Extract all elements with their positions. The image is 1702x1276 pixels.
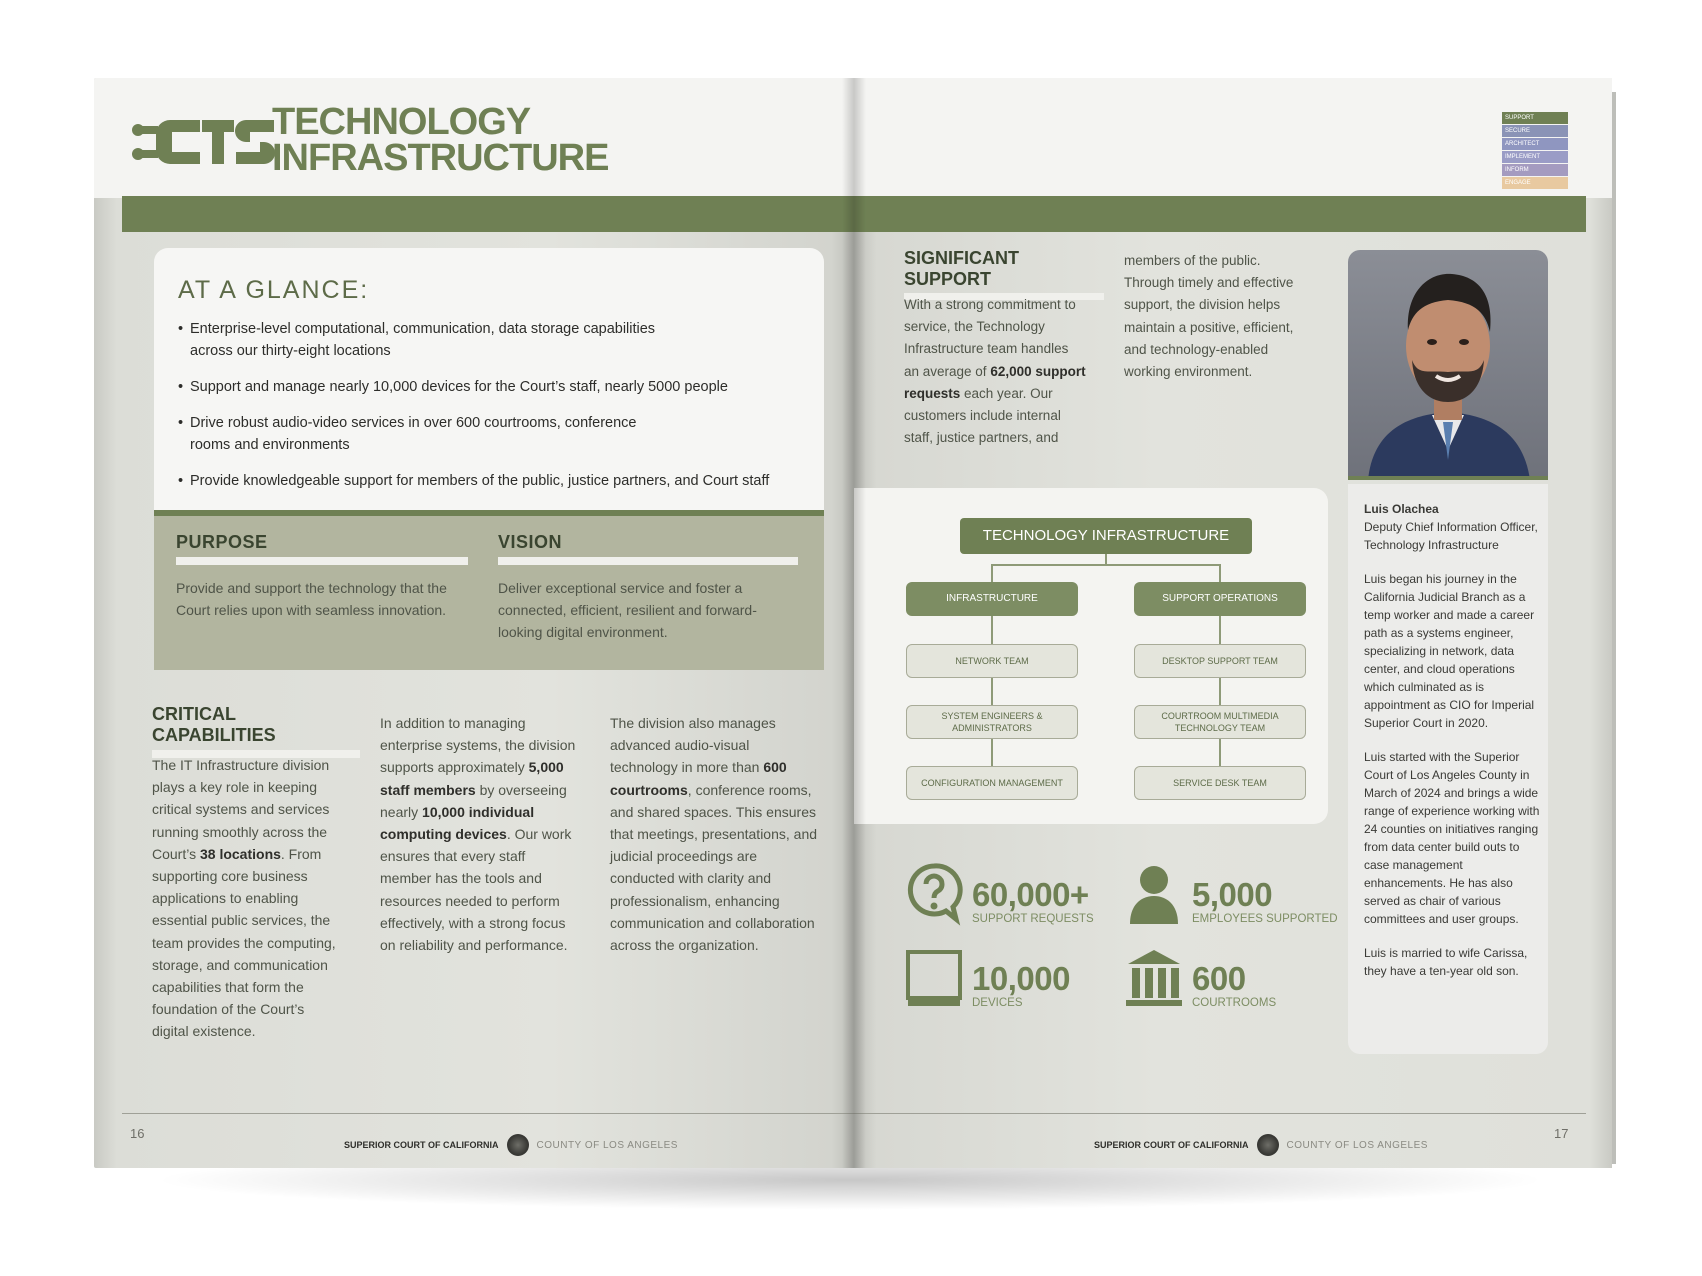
book-spine [842, 78, 866, 1168]
stat-courtrooms [1124, 946, 1276, 1010]
footer-rule [122, 1113, 854, 1114]
vision-section [498, 532, 798, 643]
monitor-icon [904, 946, 964, 1010]
court-seal-icon [507, 1134, 529, 1156]
critical-col-2 [380, 712, 578, 956]
text-run: With a strong commitment to service, the Technology Infrastructure team handles an average of [904, 297, 1076, 379]
critical-col-3 [610, 712, 820, 956]
glance-title: AT A GLANCE: [178, 276, 370, 304]
vision-title: VISION [498, 532, 798, 565]
stat-label: COURTROOMS [1192, 997, 1277, 1009]
critical-col-1 [152, 754, 344, 1043]
org-box: SERVICE DESK TEAM [1134, 766, 1306, 800]
purpose-vision-panel [154, 510, 824, 670]
tab-implement: IMPLEMENT [1502, 151, 1568, 163]
page-footer [1094, 1134, 1428, 1156]
bio-text [1364, 500, 1540, 996]
stat-support-requests [904, 862, 1094, 926]
at-a-glance-card [154, 248, 824, 510]
text-run: , conference rooms, and shared spaces. This ensures that meetings, presentations, and judicial proceedings are conducted with clarity and professionalism, enhancing communication and collaboration across the organization. [610, 781, 818, 954]
question-bubble-icon [904, 862, 964, 926]
bio-card [1348, 484, 1548, 1054]
org-box: CONFIGURATION MANAGEMENT [906, 766, 1078, 800]
org-head-support-operations: SUPPORT OPERATIONS [1134, 582, 1306, 616]
page-number: 17 [1554, 1126, 1569, 1141]
courthouse-icon [1124, 946, 1184, 1010]
page-title [272, 101, 609, 179]
text-run: In addition to managing enterprise systems, the division supports approximately [380, 715, 576, 776]
purpose-section [176, 532, 468, 621]
header-band [854, 196, 1586, 232]
court-name: SUPERIOR COURT OF CALIFORNIA [1094, 1140, 1249, 1150]
stat-label: SUPPORT REQUESTS [972, 913, 1094, 925]
stat-text [972, 960, 1070, 1010]
section-tabs [1502, 112, 1568, 190]
bio-paragraph: Luis is married to wife Carissa, they have a ten-year old son. [1364, 946, 1528, 978]
text-bold: 62,000 support requests [904, 363, 1086, 401]
text-run: The division also manages advanced audio-visual technology in more than [610, 715, 776, 776]
stat-text [972, 876, 1094, 926]
county-name: COUNTY OF LOS ANGELES [536, 1139, 678, 1151]
text-run: . From supporting core business applications to enabling essential public services, the team provides the computing, storage, and communication capabilities that form the foundation of the Court’s digital existence. [152, 845, 336, 1040]
glance-bullet: • Enterprise-level computational, communication, data storage capabilities across our thirty-eight locations [178, 318, 678, 362]
footer-rule [854, 1113, 1586, 1114]
page-number: 16 [130, 1126, 145, 1141]
critical-capabilities-title: CRITICAL CAPABILITIES [152, 704, 360, 758]
org-box: COURTROOM MULTIMEDIA TECHNOLOGY TEAM [1134, 705, 1306, 739]
glance-list [178, 318, 818, 506]
tab-inform: INFORM [1502, 164, 1568, 176]
purpose-text: Provide and support the technology that the Court relies upon with seamless innovation. [176, 580, 447, 618]
bio-paragraph: Luis began his journey in the California Judicial Branch as a temp worker and made a career path as a systems engineer, specializing in network, data center, and cloud operations which culminated as is appointment as CIO for Imperial Superior Court in 2020. [1364, 572, 1535, 730]
county-name: COUNTY OF LOS ANGELES [1286, 1139, 1428, 1151]
stat-text [1192, 960, 1277, 1010]
stat-label: EMPLOYEES SUPPORTED [1192, 913, 1338, 925]
org-head-infrastructure: INFRASTRUCTURE [906, 582, 1078, 616]
glance-bullet: • Provide knowledgeable support for members of the public, justice partners, and Court staff [178, 470, 818, 492]
court-seal-icon [1257, 1134, 1279, 1156]
glance-bullet: • Support and manage nearly 10,000 devices for the Court’s staff, nearly 5000 people [178, 376, 818, 398]
portrait-photo [1348, 250, 1548, 480]
title-line-1: TECHNOLOGY [272, 101, 531, 143]
stat-number: 600 [1192, 960, 1246, 997]
text-bold: 10,000 individual computing devices [380, 803, 535, 843]
bio-name: Luis Olachea [1364, 502, 1439, 516]
tab-architect: ARCHITECT [1502, 138, 1568, 150]
org-box: SYSTEM ENGINEERS & ADMINISTRATORS [906, 705, 1078, 739]
court-name: SUPERIOR COURT OF CALIFORNIA [344, 1140, 499, 1150]
header-band [122, 196, 854, 232]
portrait-image [1348, 250, 1548, 480]
text-run: The IT Infrastructure division plays a key role in keeping critical systems and services running smoothly across the Court’s [152, 757, 330, 862]
stat-label: DEVICES [972, 997, 1023, 1009]
vision-text: Deliver exceptional service and foster a connected, efficient, resilient and forward-looking digital environment. [498, 580, 757, 640]
bio-role: Deputy Chief Information Officer, Technology Infrastructure [1364, 520, 1538, 552]
org-connector [991, 564, 1221, 566]
text-run: . Our work ensures that every staff member has the tools and resources needed to perform effectively, with a strong focus on reliability and performance. [380, 826, 572, 954]
stat-number: 10,000 [972, 960, 1070, 997]
org-connector [1219, 564, 1221, 582]
text-bold: 5,000 staff members [380, 759, 564, 798]
page-footer [344, 1134, 678, 1156]
stat-number: 60,000+ [972, 876, 1089, 913]
purpose-title: PURPOSE [176, 532, 468, 565]
support-col-1 [904, 294, 1086, 449]
bio-paragraph: Luis started with the Superior Court of Los Angeles County in March of 2024 and brings a wide range of experience working with 24 counties on initiatives ranging from data center build outs to case management enhancements. He has also served as chair of various committees and user groups. [1364, 750, 1540, 926]
stat-devices [904, 946, 1070, 1010]
text-bold: 600 courtrooms [610, 759, 787, 798]
stat-employees [1124, 862, 1338, 926]
title-line-2: INFRASTRUCTURE [272, 137, 609, 179]
tab-support: SUPPORT [1502, 112, 1568, 124]
cts-logo-icon [130, 106, 280, 178]
person-icon [1124, 862, 1184, 926]
org-box: NETWORK TEAM [906, 644, 1078, 678]
right-page [854, 78, 1612, 1168]
text-run: each year. Our customers include internal staff, justice partners, and [904, 385, 1061, 446]
text-bold: 38 locations [199, 845, 281, 862]
org-connector [991, 564, 993, 582]
stat-text [1192, 876, 1338, 926]
page-header-area [854, 78, 1612, 198]
tab-secure: SECURE [1502, 125, 1568, 137]
tab-engage: ENGAGE [1502, 177, 1568, 189]
stat-number: 5,000 [1192, 876, 1273, 913]
org-root: TECHNOLOGY INFRASTRUCTURE [960, 518, 1252, 554]
significant-support-title: SIGNIFICANT SUPPORT [904, 248, 1104, 300]
support-col-2: members of the public. Through timely and effective support, the division helps maintain a positive, efficient, and technology-enabled working environment. [1124, 253, 1294, 380]
org-box: DESKTOP SUPPORT TEAM [1134, 644, 1306, 678]
org-chart [854, 488, 1328, 824]
left-page [94, 78, 854, 1168]
glance-bullet: • Drive robust audio-video services in over 600 courtrooms, conference rooms and environments [178, 412, 658, 456]
text-run: by overseeing nearly [380, 781, 567, 820]
